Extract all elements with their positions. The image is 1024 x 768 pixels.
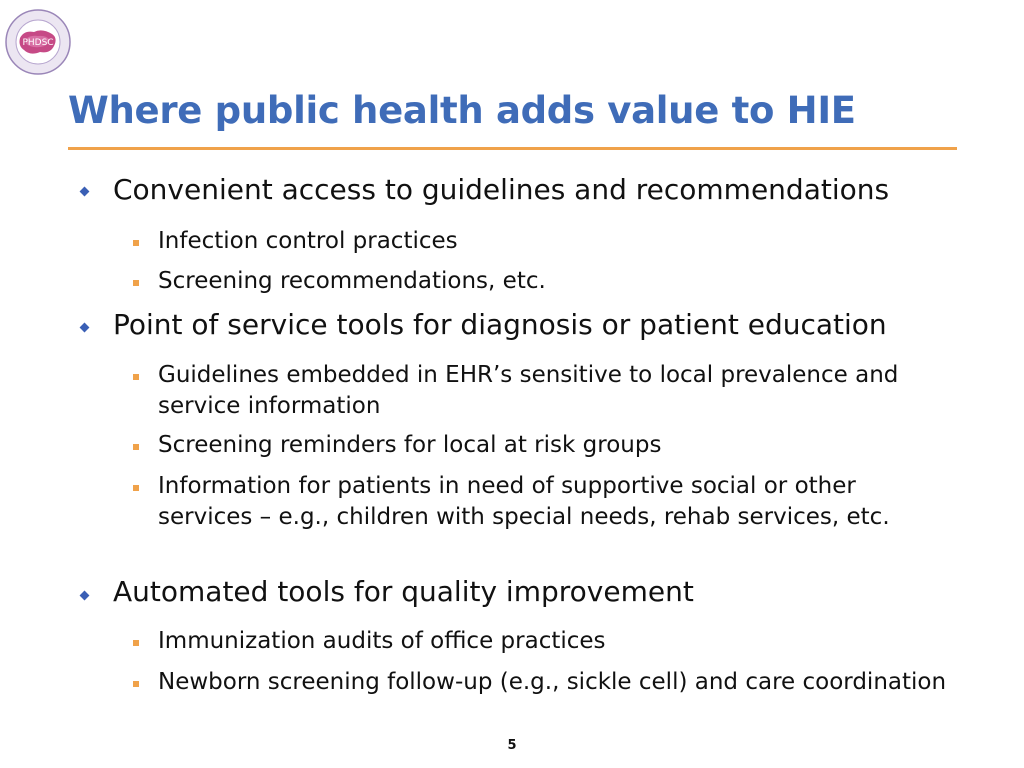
bullet-level1: Point of service tools for diagnosis or patient education	[113, 308, 887, 341]
bullet-level1: Automated tools for quality improvement	[113, 575, 694, 608]
slide-title: Where public health adds value to HIE	[68, 89, 856, 132]
diamond-bullet-icon	[80, 591, 90, 601]
bullet-level2: Screening recommendations, etc.	[158, 268, 546, 294]
square-bullet-icon	[133, 485, 139, 491]
logo-text: PHDSC	[22, 38, 54, 48]
bullet-level2: Immunization audits of office practices	[158, 628, 606, 654]
square-bullet-icon	[133, 240, 139, 246]
square-bullet-icon	[133, 280, 139, 286]
bullet-level2: Screening reminders for local at risk groups	[158, 432, 662, 458]
bullet-level2: Guidelines embedded in EHR’s sensitive to local prevalence and service information	[158, 362, 899, 419]
square-bullet-icon	[133, 374, 139, 380]
square-bullet-icon	[133, 681, 139, 687]
square-bullet-icon	[133, 444, 139, 450]
bullet-level2: Newborn screening follow-up (e.g., sickle cell) and care coordination	[158, 669, 947, 695]
bullet-level2: Information for patients in need of supportive social or other services – e.g., children with special needs, rehab services, etc.	[158, 473, 890, 530]
bullet-level2: Infection control practices	[158, 228, 458, 254]
square-bullet-icon	[133, 640, 139, 646]
diamond-bullet-icon	[80, 323, 90, 333]
bullet-level1: Convenient access to guidelines and recommendations	[113, 173, 890, 206]
diamond-bullet-icon	[80, 187, 90, 197]
page-number: 5	[507, 738, 517, 753]
